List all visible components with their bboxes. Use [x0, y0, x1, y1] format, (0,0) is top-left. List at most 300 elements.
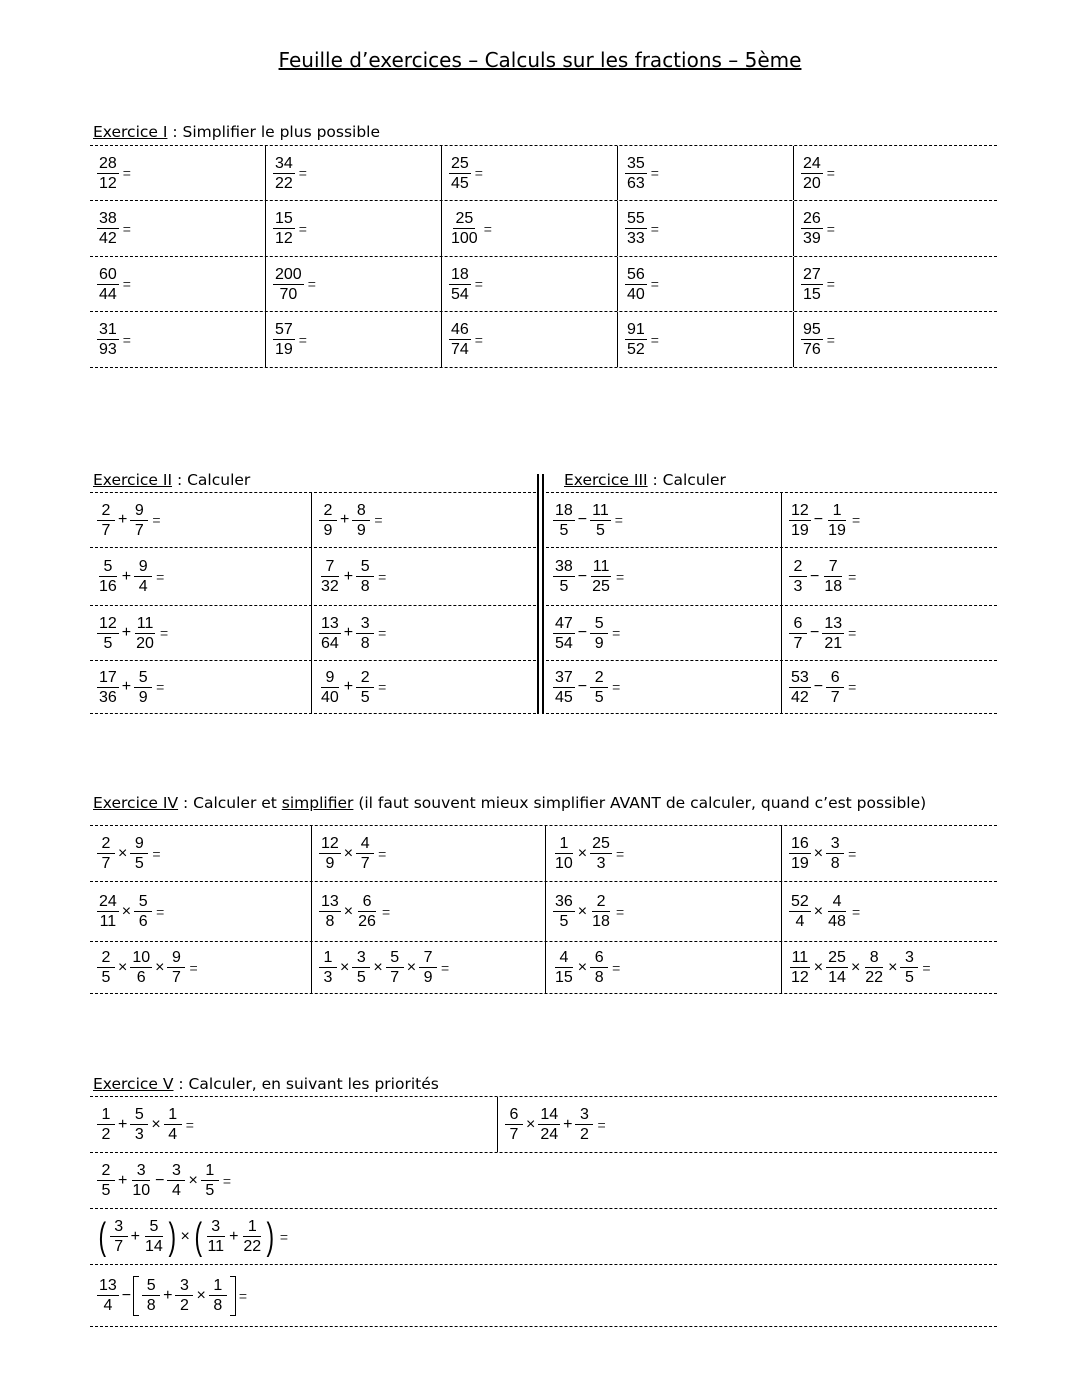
equals-sign: =: [826, 331, 835, 348]
fraction: [97, 1276, 119, 1315]
fraction: [134, 668, 152, 707]
denominator: 6: [138, 913, 148, 930]
fraction: [110, 1217, 128, 1256]
denominator: 54: [555, 634, 573, 652]
exercise-cell: [265, 146, 441, 200]
equals-sign: =: [848, 568, 857, 585]
numerator: 9: [130, 834, 148, 854]
fraction: [356, 834, 374, 873]
fraction: [590, 892, 612, 931]
exercise-cell: [265, 201, 441, 256]
fraction: [130, 834, 148, 873]
operator: +: [118, 1171, 128, 1189]
exercise-cell: [781, 826, 997, 881]
denominator: 8: [213, 1297, 223, 1314]
fraction: [590, 834, 612, 873]
exercise-cell: [546, 493, 781, 547]
numerator: 9: [321, 668, 339, 688]
fraction: [175, 1276, 193, 1315]
equals-sign: =: [441, 959, 450, 976]
denominator: 8: [830, 855, 840, 872]
exercise-cell: [497, 1097, 997, 1152]
fraction: [789, 892, 811, 931]
numerator: 3: [207, 1217, 225, 1237]
equals-sign: =: [222, 1172, 232, 1189]
equals-sign: =: [307, 276, 316, 292]
numerator: 9: [130, 501, 148, 521]
exercise-row: [90, 826, 997, 882]
exercise-cell: [617, 201, 793, 256]
fraction: [449, 320, 471, 359]
fraction: [134, 892, 152, 931]
fraction: [789, 948, 811, 987]
exercise-cell: [90, 1097, 497, 1152]
fraction: [97, 320, 119, 359]
fraction: [449, 209, 480, 248]
denominator: 39: [803, 230, 821, 247]
denominator: 5: [356, 969, 366, 986]
denominator: 24: [540, 1126, 559, 1143]
fraction: [241, 1217, 263, 1256]
denominator: 93: [99, 341, 117, 358]
fraction: [134, 614, 156, 653]
open-parenthesis: (: [98, 1215, 107, 1258]
numerator: 25: [455, 210, 474, 227]
numerator: 27: [803, 265, 821, 283]
numerator: 5: [142, 1276, 160, 1296]
denominator: 16: [99, 578, 117, 595]
numerator: 3: [575, 1105, 593, 1125]
exercise-cell: [617, 146, 793, 200]
operator: +: [130, 1227, 140, 1245]
denominator: 40: [627, 285, 645, 303]
exercise-row: [90, 493, 536, 548]
exercise-cell: [781, 493, 997, 547]
numerator: 1: [555, 834, 573, 854]
numerator: 6: [590, 948, 608, 968]
exercise-row: [90, 1209, 997, 1265]
denominator: 63: [627, 174, 645, 192]
numerator: 3: [110, 1217, 128, 1237]
numerator: 2: [97, 501, 115, 521]
denominator: 4: [172, 1182, 181, 1199]
denominator: 19: [828, 521, 846, 539]
numerator: 1: [164, 1105, 182, 1125]
exercise-3-heading: [564, 471, 726, 489]
fraction: [97, 668, 119, 707]
fraction: [863, 948, 885, 987]
exercise-4-grid: [90, 825, 997, 994]
equals-sign: =: [298, 220, 307, 237]
denominator: 19: [791, 521, 809, 539]
equals-sign: =: [238, 1287, 248, 1304]
denominator: 5: [360, 688, 370, 706]
exercise-cell: [793, 257, 997, 311]
operator: +: [343, 678, 354, 695]
numerator: 1: [319, 948, 337, 968]
operator: ×: [118, 958, 128, 976]
numerator: 53: [791, 668, 809, 686]
numerator: 5: [134, 668, 152, 688]
numerator: 6: [826, 668, 844, 688]
exercise-cell: [441, 146, 617, 200]
fraction: [167, 1161, 185, 1200]
numerator: 1: [209, 1276, 227, 1296]
operator: ×: [888, 958, 898, 976]
numerator: 2: [319, 501, 337, 521]
denominator: 21: [824, 634, 843, 652]
exercise-cell: [90, 201, 265, 256]
numerator: 1: [201, 1161, 219, 1181]
fraction: [142, 1276, 160, 1315]
fraction: [590, 614, 608, 653]
numerator: 5: [356, 557, 374, 577]
open-parenthesis: (: [194, 1215, 202, 1258]
operator: ×: [343, 844, 354, 862]
fraction: [356, 557, 374, 596]
equals-sign: =: [615, 568, 625, 585]
denominator: 4: [138, 578, 148, 595]
numerator: 1: [243, 1217, 261, 1237]
denominator: 42: [99, 230, 117, 247]
fraction: [625, 265, 647, 304]
operator: ×: [813, 902, 824, 920]
equals-sign: =: [474, 165, 483, 181]
exercise-2-instruction: : Calculer: [172, 471, 251, 489]
exercise-row: [546, 548, 997, 606]
numerator: 16: [791, 835, 809, 852]
operator: ×: [577, 902, 588, 920]
denominator: 5: [101, 1182, 111, 1199]
equals-sign: =: [615, 845, 625, 862]
numerator: 34: [275, 154, 293, 172]
numerator: 6: [789, 614, 807, 634]
fraction: [789, 834, 811, 873]
numerator: 36: [555, 893, 573, 910]
fraction: [449, 265, 471, 304]
numerator: 11: [791, 949, 809, 966]
equals-sign: =: [378, 568, 387, 585]
fraction: [801, 265, 823, 304]
fraction: [130, 501, 148, 540]
denominator: 25: [592, 578, 610, 595]
operator: +: [121, 624, 132, 641]
exercise-separator: [537, 474, 544, 714]
denominator: 11: [99, 913, 117, 930]
operator: −: [577, 624, 588, 641]
exercise-cell: [546, 548, 781, 605]
equals-sign: =: [612, 625, 621, 641]
denominator: 8: [360, 578, 370, 595]
fraction: [553, 501, 575, 540]
numerator: 5: [386, 948, 404, 968]
numerator: 8: [865, 948, 883, 968]
denominator: 9: [323, 521, 333, 539]
numerator: 5: [134, 892, 152, 912]
denominator: 9: [423, 969, 433, 986]
exercise-4-instruction-rest: (il faut souvent mieux simplifier AVANT de calculer, quand c’est possible): [353, 794, 927, 812]
fraction: [789, 668, 811, 707]
fraction: [130, 1105, 148, 1144]
denominator: 5: [559, 578, 569, 595]
operator: ×: [180, 1227, 190, 1245]
denominator: 19: [275, 341, 293, 358]
numerator: 31: [99, 321, 117, 338]
fraction: [97, 948, 115, 987]
denominator: 9: [325, 855, 335, 872]
operator: ×: [121, 902, 132, 920]
operator: −: [121, 1286, 132, 1304]
numerator: 15: [275, 210, 293, 227]
page-title: Feuille d’exercices – Calculs sur les fractions – 5ème: [278, 48, 802, 72]
denominator: 100: [451, 230, 478, 247]
numerator: 25: [828, 949, 846, 966]
denominator: 7: [101, 521, 111, 539]
numerator: 25: [451, 154, 469, 172]
operator: ×: [373, 958, 383, 976]
operator: +: [118, 511, 128, 528]
exercise-row: [90, 201, 997, 257]
exercise-cell: [545, 882, 781, 941]
exercise-3-instruction: : Calculer: [647, 471, 726, 489]
denominator: 15: [555, 969, 573, 986]
denominator: 9: [138, 688, 148, 706]
fraction: [273, 320, 295, 359]
numerator: 57: [275, 321, 293, 338]
denominator: 7: [172, 969, 181, 986]
denominator: 40: [321, 688, 339, 706]
operator: ×: [577, 844, 588, 862]
fraction: [97, 1105, 115, 1144]
exercise-cell: [311, 882, 545, 941]
fraction: [553, 614, 575, 653]
equals-sign: =: [848, 679, 857, 695]
denominator: 5: [559, 521, 569, 539]
denominator: 7: [114, 1238, 124, 1255]
exercise-cell: [781, 882, 997, 941]
numerator: 60: [99, 265, 117, 283]
numerator: 18: [451, 265, 469, 283]
equals-sign: =: [650, 165, 659, 181]
denominator: 3: [323, 969, 333, 986]
exercise-cell: [546, 661, 781, 713]
operator: −: [810, 624, 820, 641]
exercise-cell: [781, 606, 997, 660]
denominator: 15: [803, 285, 821, 303]
fraction: [590, 501, 611, 540]
exercise-row: [90, 146, 997, 201]
numerator: 2: [592, 892, 610, 912]
exercise-cell: [90, 548, 311, 605]
denominator: 64: [321, 634, 339, 652]
fraction: [553, 948, 575, 987]
denominator: 7: [830, 688, 840, 706]
operator: +: [343, 567, 354, 585]
denominator: 70: [279, 285, 298, 303]
numerator: 18: [555, 501, 573, 519]
denominator: 2: [580, 1126, 589, 1143]
fraction: [575, 1105, 593, 1144]
fraction: [97, 834, 115, 873]
numerator: 55: [627, 210, 645, 227]
equals-sign: =: [122, 276, 131, 292]
fraction: [801, 209, 823, 248]
exercise-row: [90, 1265, 997, 1327]
denominator: 5: [594, 688, 604, 706]
operator: ×: [813, 958, 824, 976]
denominator: 3: [596, 855, 606, 872]
numerator: 9: [167, 948, 185, 968]
denominator: 7: [509, 1126, 519, 1143]
exercise-cell: [793, 201, 997, 256]
numerator: 12: [791, 501, 809, 519]
equals-sign: =: [378, 625, 387, 641]
equals-sign: =: [298, 165, 307, 181]
equals-sign: =: [615, 903, 625, 920]
fraction: [352, 948, 370, 987]
denominator: 76: [803, 341, 821, 358]
denominator: 48: [828, 913, 846, 930]
equals-sign: =: [612, 959, 621, 976]
equals-sign: =: [650, 331, 659, 348]
fraction: [553, 834, 575, 873]
fraction: [201, 1161, 219, 1200]
denominator: 20: [136, 634, 154, 652]
fraction: [164, 1105, 182, 1144]
exercise-row: [90, 942, 997, 994]
numerator: 13: [824, 614, 843, 632]
numerator: 26: [803, 210, 821, 227]
denominator: 11: [207, 1238, 225, 1255]
operator: ×: [188, 1171, 198, 1189]
numerator: 4: [828, 892, 846, 912]
fraction: [352, 501, 370, 540]
fraction: [826, 892, 848, 931]
fraction: [205, 1217, 226, 1256]
exercise-5-heading: [93, 1075, 439, 1093]
fraction: [822, 614, 844, 653]
numerator: 37: [555, 668, 573, 686]
operator: +: [121, 678, 132, 695]
fraction: [97, 614, 119, 653]
denominator: 4: [168, 1126, 178, 1143]
numerator: 47: [555, 614, 573, 632]
exercise-cell: [793, 312, 997, 367]
equals-sign: =: [826, 220, 835, 237]
exercise-cell: [311, 606, 536, 660]
fraction: [538, 1105, 560, 1144]
denominator: 5: [101, 969, 111, 986]
fraction: [130, 948, 152, 987]
fraction: [801, 320, 823, 359]
numerator: 17: [99, 668, 117, 686]
numerator: 25: [592, 835, 610, 852]
exercise-row: [90, 882, 997, 942]
exercise-cell: [441, 312, 617, 367]
equals-sign: =: [474, 331, 483, 348]
denominator: 14: [828, 969, 846, 986]
close-parenthesis: ): [266, 1215, 275, 1258]
numerator: 13: [99, 1277, 117, 1294]
numerator: 200: [275, 265, 302, 283]
exercise-1-grid: [90, 145, 997, 368]
equals-sign: =: [185, 1116, 194, 1133]
numerator: 5: [99, 557, 117, 577]
fraction: [625, 154, 647, 193]
denominator: 18: [824, 578, 843, 595]
equals-sign: =: [474, 276, 483, 292]
denominator: 45: [555, 688, 573, 706]
exercise-4-instruction: : Calculer et: [178, 794, 282, 812]
exercise-cell: [90, 661, 311, 713]
denominator: 3: [134, 1126, 144, 1143]
exercise-cell: [90, 826, 311, 881]
fraction: [356, 614, 374, 653]
equals-sign: =: [826, 276, 835, 292]
exercise-5-label: Exercice V: [93, 1075, 174, 1093]
exercise-cell: [90, 882, 311, 941]
fraction: [134, 557, 152, 596]
numerator: 38: [99, 210, 117, 227]
equals-sign: =: [374, 512, 383, 528]
equals-sign: =: [826, 165, 835, 181]
fraction: [826, 834, 844, 873]
exercise-row: [90, 1153, 997, 1209]
exercise-cell: [311, 942, 545, 993]
denominator: 8: [146, 1297, 156, 1314]
exercise-2-label: Exercice II: [93, 471, 173, 489]
numerator: 11: [592, 501, 609, 519]
fraction: [273, 154, 295, 193]
fraction: [419, 948, 437, 987]
numerator: 1: [828, 501, 846, 521]
numerator: 56: [627, 265, 645, 283]
fraction: [319, 668, 341, 707]
denominator: 5: [904, 969, 914, 986]
fraction: [209, 1276, 227, 1315]
denominator: 7: [390, 969, 400, 986]
fraction: [167, 948, 185, 987]
exercise-cell: [90, 1209, 997, 1264]
fraction: [900, 948, 918, 987]
equals-sign: =: [848, 625, 857, 641]
denominator: 33: [627, 230, 645, 247]
exercise-cell: [441, 257, 617, 311]
denominator: 5: [205, 1182, 215, 1199]
denominator: 8: [594, 969, 604, 986]
equals-sign: =: [650, 276, 659, 292]
numerator: 7: [321, 557, 339, 577]
operator: +: [163, 1286, 173, 1304]
denominator: 52: [627, 341, 645, 358]
exercise-cell: [617, 257, 793, 311]
operator: ×: [340, 958, 350, 976]
denominator: 9: [594, 634, 604, 652]
fraction: [356, 668, 374, 707]
denominator: 5: [595, 521, 605, 539]
exercise-cell: [90, 312, 265, 367]
exercise-row: [90, 548, 536, 606]
operator: ×: [343, 902, 354, 920]
equals-sign: =: [279, 1228, 289, 1245]
fraction: [319, 948, 337, 987]
numerator: 7: [419, 948, 437, 968]
exercise-5-instruction: : Calculer, en suivant les priorités: [173, 1075, 439, 1093]
equals-sign: =: [152, 512, 161, 528]
fraction: [590, 948, 608, 987]
fraction: [505, 1105, 523, 1144]
fraction: [822, 557, 844, 596]
